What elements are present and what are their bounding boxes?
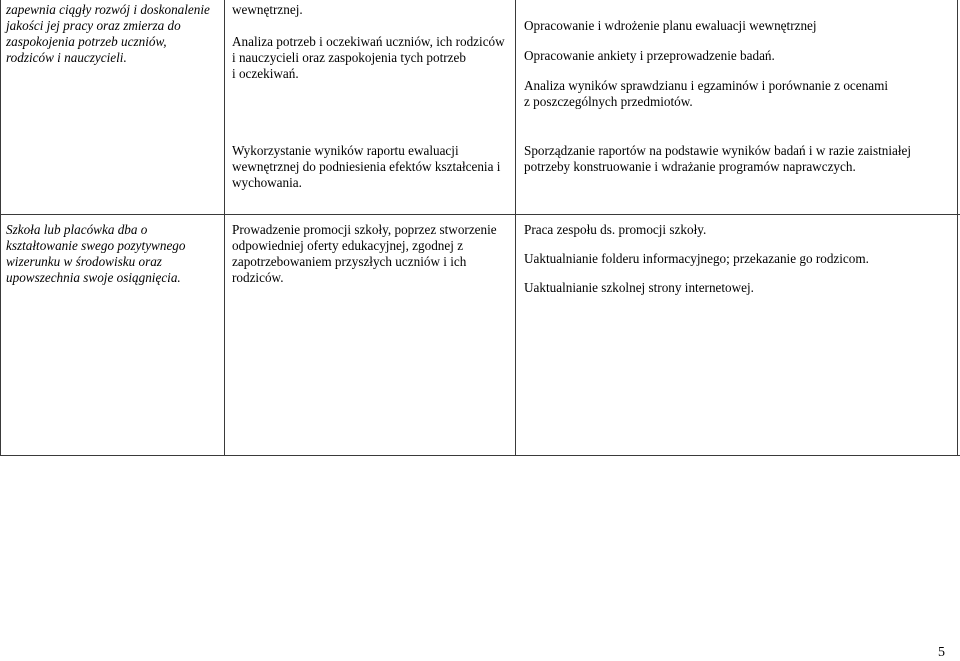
cell-line: rodziców.: [232, 270, 284, 285]
column-divider-2: [515, 0, 516, 456]
cell-paragraph: Praca zespołu ds. promocji szkoły.: [524, 222, 707, 237]
cell-line: wewnętrznej.: [232, 2, 303, 17]
table-border-right: [957, 0, 958, 456]
table-border-bottom: [0, 455, 960, 456]
cell-line: i nauczycieli oraz zaspokojenia tych potrzeb: [232, 50, 466, 65]
cell-line: kształtowanie swego pozytywnego: [6, 238, 186, 253]
cell-line: Prowadzenie promocji szkoły, poprzez stworzenie: [232, 222, 497, 237]
cell-line: Sporządzanie raportów na podstawie wyników badań i w razie zaistniałej: [524, 143, 912, 158]
cell-line: odpowiedniej oferty edukacyjnej, zgodnej z: [232, 238, 464, 253]
cell-paragraph: [232, 34, 512, 82]
row1-col3-cell: [524, 18, 954, 110]
cell-line: wizerunku w środowisku oraz: [6, 254, 162, 269]
cell-line: zaspokojenia potrzeb uczniów,: [6, 34, 167, 49]
cell-line: i oczekiwań.: [232, 66, 299, 81]
table-border-left: [0, 0, 1, 456]
cell-paragraph: Opracowanie ankiety i przeprowadzenie badań.: [524, 48, 775, 63]
cell-line: jakości jej pracy oraz zmierza do: [6, 18, 181, 33]
row3-col2-cell: [232, 222, 512, 286]
cell-paragraph: Uaktualnianie folderu informacyjnego; przekazanie go rodzicom.: [524, 251, 869, 266]
cell-line: z poszczególnych przedmiotów.: [524, 94, 693, 109]
cell-line: Analiza wyników sprawdzianu i egzaminów i porównanie z ocenami: [524, 78, 889, 93]
cell-line: zapotrzebowaniem przyszłych uczniów i ich: [232, 254, 467, 269]
row3-col3-cell: [524, 222, 954, 296]
row1-col2-cell: [232, 2, 512, 82]
cell-line: potrzeby konstruowanie i wdrażanie programów naprawczych.: [524, 159, 856, 174]
row-divider-1: [0, 214, 960, 215]
cell-line: wewnętrznej do podniesienia efektów kształcenia i: [232, 159, 501, 174]
cell-line: zapewnia ciągły rozwój i doskonalenie: [6, 2, 210, 17]
row1-col1-cell: [6, 2, 221, 66]
row2-col2-cell: [232, 143, 512, 191]
cell-line: Wykorzystanie wyników raportu ewaluacji: [232, 143, 459, 158]
cell-paragraph: [524, 78, 954, 110]
cell-line: upowszechnia swoje osiągnięcia.: [6, 270, 181, 285]
column-divider-1: [224, 0, 225, 456]
row3-col1-cell: [6, 222, 221, 286]
cell-line: Analiza potrzeb i oczekiwań uczniów, ich rodziców: [232, 34, 505, 49]
cell-line: rodziców i nauczycieli.: [6, 50, 127, 65]
cell-paragraph: Uaktualnianie szkolnej strony internetowej.: [524, 280, 754, 295]
cell-paragraph: Opracowanie i wdrożenie planu ewaluacji wewnętrznej: [524, 18, 817, 33]
cell-line: wychowania.: [232, 175, 302, 190]
page-number: 5: [938, 645, 945, 660]
row2-col3-cell: [524, 143, 954, 175]
cell-line: Szkoła lub placówka dba o: [6, 222, 148, 237]
